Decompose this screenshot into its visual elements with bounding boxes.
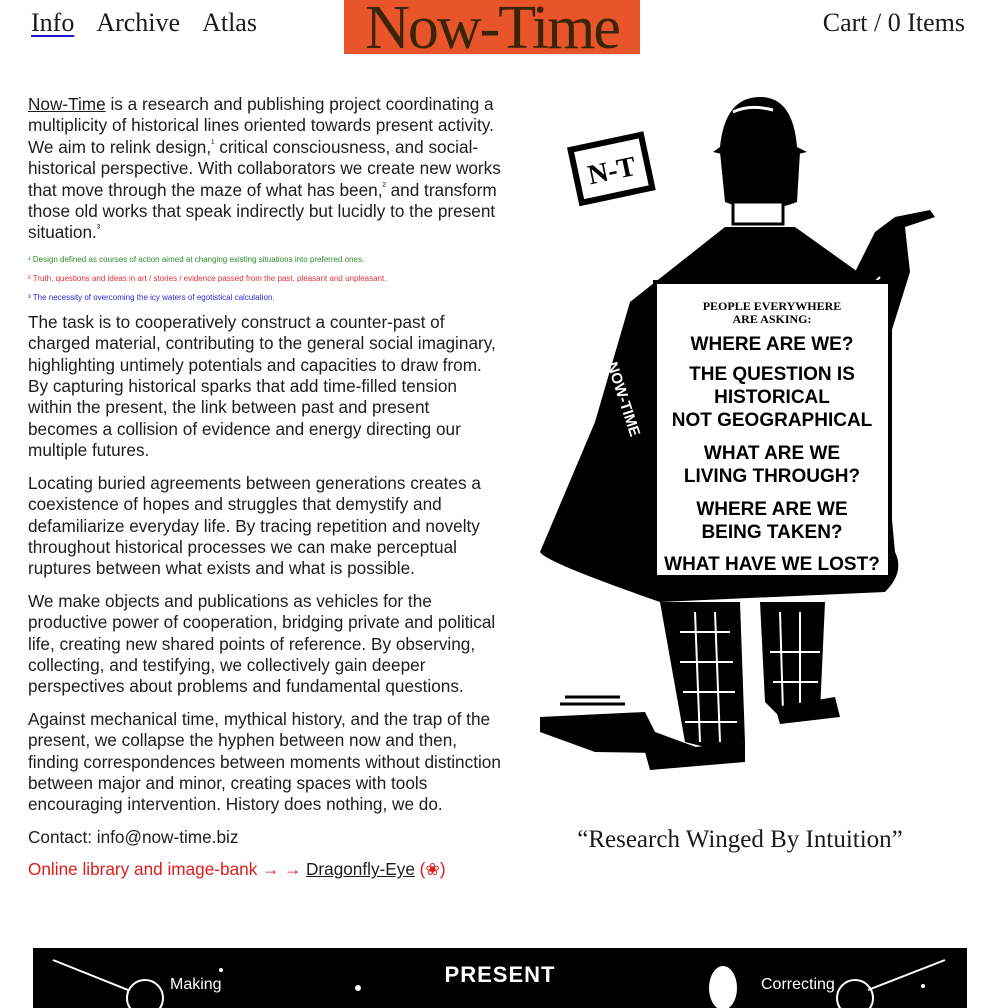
cart-link[interactable]: Cart / 0 Items	[822, 8, 965, 37]
site-logo[interactable]: Now-Time	[344, 0, 640, 54]
sign-line: WHAT HAVE WE LOST?	[664, 554, 880, 575]
sign-line: BEING TAKEN?	[701, 522, 843, 543]
nt-badge-text: N-T	[585, 151, 639, 192]
library-line: Online library and image-bank → → Dragonfly-Eye (❀)	[28, 859, 446, 880]
paragraph-locating: Locating buried agreements between generations creates a coexistence of hopes and struggles that demystify and defamiliarize everyday life. By tracing repetition and novelty throughout historical processes we can make perceptual ruptures between what exists and what is possible.	[28, 472, 481, 579]
left-leg	[660, 602, 745, 747]
main-nav	[31, 8, 257, 38]
coat-text: NOW-TIME	[603, 359, 644, 439]
sign-line: WHAT ARE WE	[703, 443, 841, 464]
bowler-hat	[713, 97, 807, 158]
nav-info[interactable]: Info	[31, 8, 75, 37]
sign-line: WHERE ARE WE?	[690, 334, 854, 355]
nt-badge	[571, 135, 653, 203]
footnote-ref-3: ³	[96, 223, 101, 235]
footnote-ref-1: ¹	[211, 138, 215, 150]
about-text	[28, 94, 503, 892]
paragraph-task: The task is to cooperatively construct a counter-past of charged material, contributing to the general social imaginary, highlighting untimely potentials and capacities to draw from. By capturing historical sparks that add time-filled tension within the present, the link between past and present becomes a collision of evidence and energy directing our multiple futures.	[28, 311, 496, 461]
nav-atlas[interactable]: Atlas	[202, 8, 257, 37]
dragonfly-eye-link[interactable]: Dragonfly-Eye	[306, 859, 415, 880]
sign-line: HISTORICAL	[714, 387, 830, 408]
paragraph-against: Against mechanical time, mythical history, and the trap of the present, we collapse the hyphen between now and then, finding correspondences between moments without distinction between major and minor, creating spaces with tools encouraging intervention. History does nothing, we do.	[28, 708, 501, 815]
right-leg	[760, 602, 825, 717]
sign-header-1: PEOPLE EVERYWHERE	[702, 299, 842, 313]
paragraph-objects: We make objects and publications as vehicles for the productive power of cooperation, bridging private and political life, creating new shared points of reference. By observing, collecting, and testifying, we collectively gain deeper perspectives about problems and fundamental questions.	[28, 590, 496, 697]
motto-quote: “Research Winged By Intuition”	[577, 826, 903, 853]
sandwich-man-illustration	[535, 92, 955, 812]
present-banner	[33, 948, 967, 1008]
intro-paragraph: Now-Time is a research and publishing project coordinating a multiplicity of historical lines oriented towards present activity. We aim to relink design,$^{^1}$ critical consciousness, and social-historical perspective. With collaborators we create new works that move through the maze of what has been,$^{^2}$ and transform those old works that speak indirectly but lucidly to the present situation.$^{^3}$	[28, 94, 501, 243]
footnote-ref-2: ²	[382, 180, 386, 192]
contact-line[interactable]: Contact: info@now-time.biz	[28, 826, 239, 847]
now-time-link[interactable]: Now-Time	[28, 94, 106, 114]
footnote-1: ¹ Design defined as courses of action aimed at changing existing situations into preferred ones.	[28, 254, 365, 264]
sign-header-2: ARE ASKING:	[732, 312, 812, 326]
collar	[733, 202, 783, 224]
sign-line: THE QUESTION IS	[689, 364, 855, 385]
footnote-3: ³ The necessity of overcoming the icy waters of egotistical calculation.	[28, 292, 275, 302]
flower-icon: ❀	[425, 859, 440, 880]
banner-correcting-label: Correcting	[761, 976, 835, 993]
banner-present-label: PRESENT	[444, 962, 556, 987]
sign-line: WHERE ARE WE	[696, 499, 848, 520]
sign-line: NOT GEOGRAPHICAL	[671, 410, 873, 431]
sign-line: LIVING THROUGH?	[683, 466, 861, 487]
banner-making-label: Making	[170, 976, 222, 993]
footnote-2: ² Truth, questions and ideas in art / stories / evidence passed from the past, pleasant and unpleasant.	[28, 273, 387, 283]
nav-archive[interactable]: Archive	[96, 8, 181, 37]
